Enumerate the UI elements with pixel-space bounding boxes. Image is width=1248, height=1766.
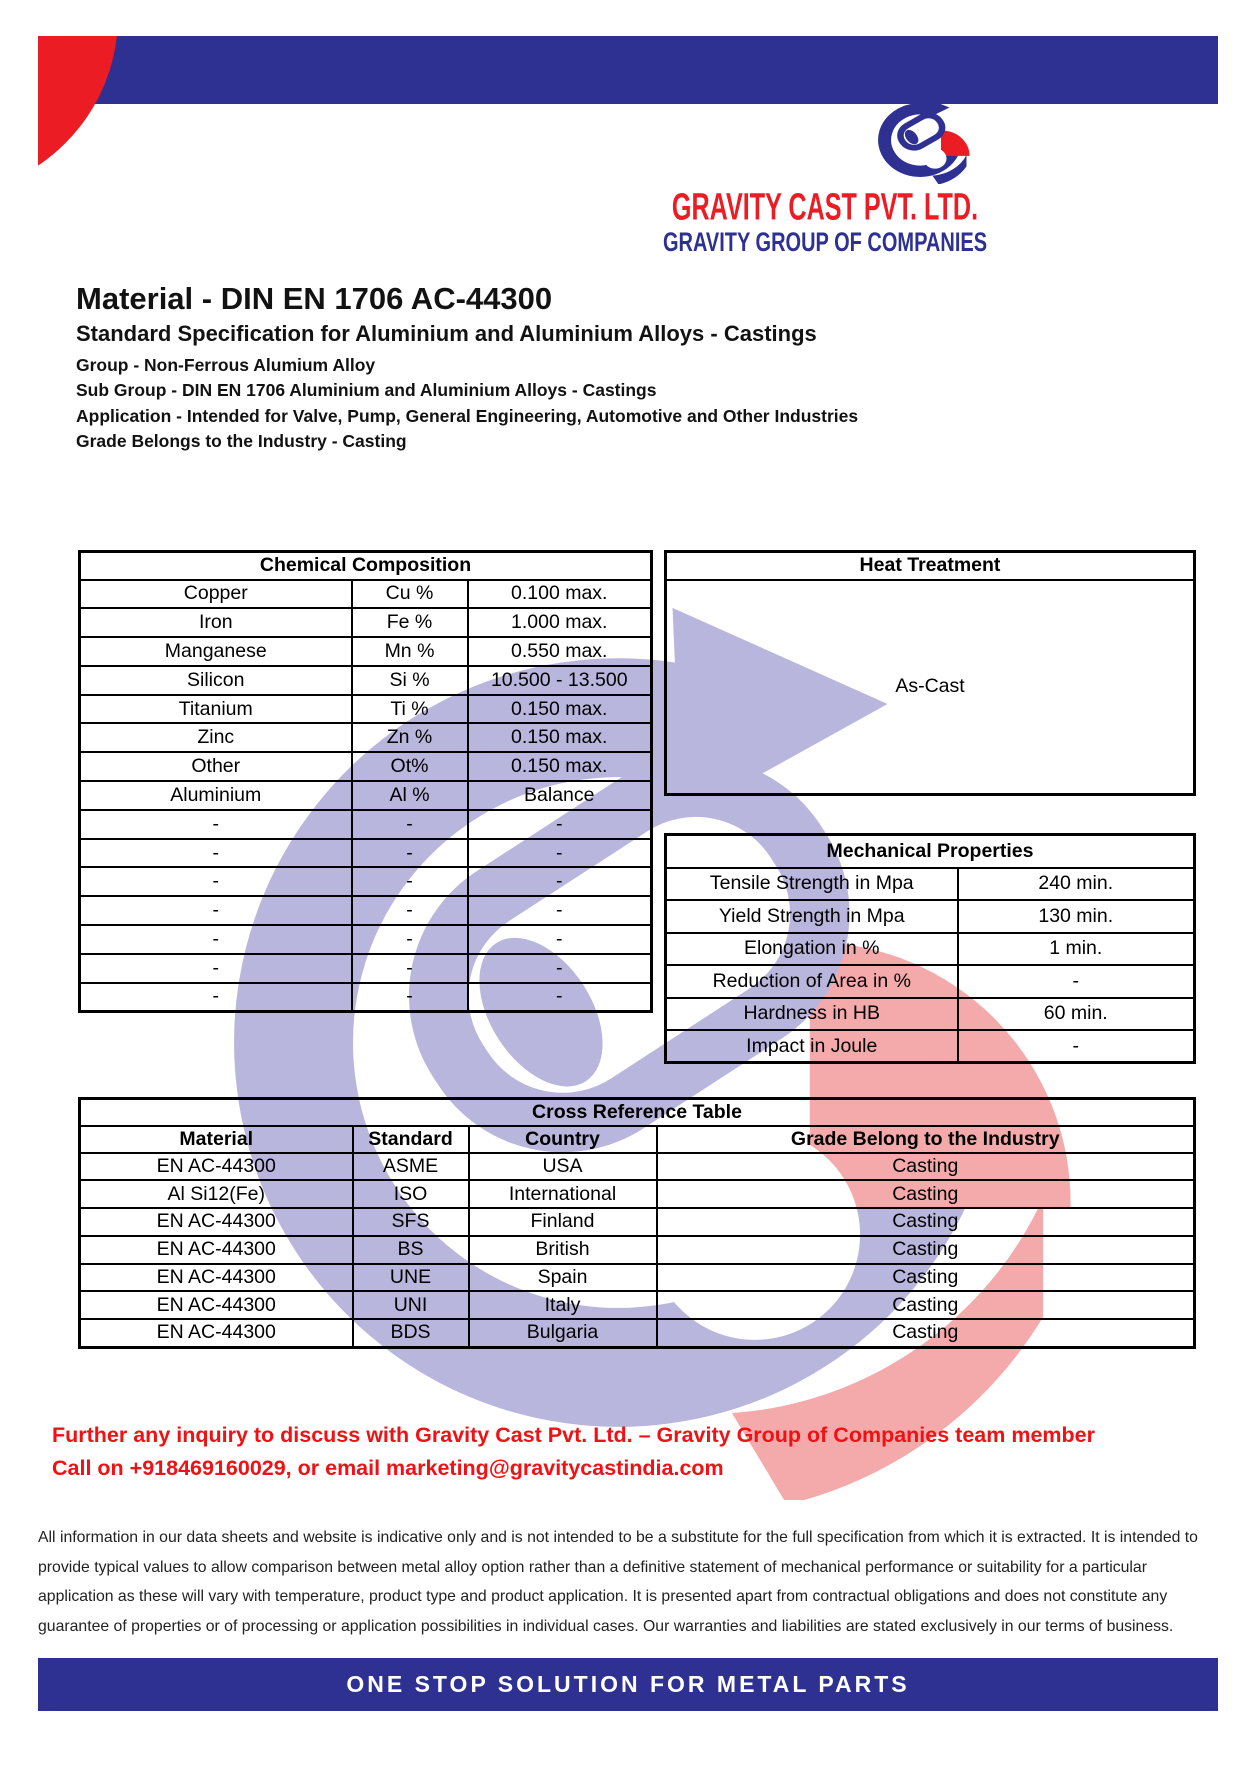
table-cell: Tensile Strength in Mpa	[666, 868, 958, 901]
table-row	[80, 608, 652, 637]
meta-application: Application - Intended for Valve, Pump, General Engineering, Automotive and Other Industries	[76, 405, 859, 426]
table-row	[80, 1264, 1195, 1292]
table-cell: Impact in Joule	[666, 1030, 958, 1063]
table-cell: -	[352, 867, 468, 896]
table-cell: 0.150 max.	[468, 695, 652, 724]
table-cell: Iron	[80, 608, 352, 637]
column-header-grade: Grade Belong to the Industry	[657, 1126, 1195, 1153]
table-row	[80, 983, 652, 1012]
meta-group: Group - Non-Ferrous Alumium Alloy	[76, 355, 376, 375]
cross-reference-title: Cross Reference Table	[80, 1099, 1195, 1126]
table-cell: 0.550 max.	[468, 637, 652, 666]
table-cell: -	[468, 983, 652, 1012]
column-header-standard: Standard	[353, 1126, 469, 1153]
table-cell: Casting	[657, 1319, 1195, 1347]
table-row	[80, 1180, 1195, 1208]
table-cell: Casting	[657, 1264, 1195, 1292]
column-header-country: Country	[469, 1126, 657, 1153]
table-cell: -	[80, 839, 352, 868]
header-blue-bar	[38, 36, 1218, 104]
table-row	[666, 868, 1195, 901]
table-cell: -	[468, 925, 652, 954]
table-cell: Manganese	[80, 637, 352, 666]
table-row	[80, 1153, 1195, 1181]
table-cell: -	[80, 867, 352, 896]
heat-treatment-title: Heat Treatment	[666, 552, 1195, 580]
table-cell: -	[80, 810, 352, 839]
table-cell: EN AC-44300	[80, 1319, 353, 1347]
table-cell: UNI	[353, 1291, 469, 1319]
table-cell: -	[352, 810, 468, 839]
table-row	[80, 637, 652, 666]
table-cell: Fe %	[352, 608, 468, 637]
table-cell: Casting	[657, 1180, 1195, 1208]
mechanical-properties-title: Mechanical Properties	[666, 835, 1195, 868]
company-group-name: GRAVITY GROUP OF COMPANIES	[662, 227, 988, 258]
company-logo-icon	[876, 96, 976, 184]
page-subtitle: Standard Specification for Aluminium and Aluminium Alloys - Castings	[76, 321, 817, 346]
table-row	[80, 1319, 1195, 1347]
table-cell: 1.000 max.	[468, 608, 652, 637]
table-cell: ISO	[353, 1180, 469, 1208]
table-row	[80, 954, 652, 983]
table-cell: Italy	[469, 1291, 657, 1319]
table-cell: -	[80, 954, 352, 983]
table-cell: -	[958, 965, 1195, 998]
cross-reference-table	[78, 1097, 1196, 1349]
table-cell: UNE	[353, 1264, 469, 1292]
table-cell: -	[80, 896, 352, 925]
company-name: GRAVITY CAST PVT. LTD.	[671, 186, 979, 229]
header-decoration	[38, 36, 1218, 404]
footer-banner: ONE STOP SOLUTION FOR METAL PARTS	[38, 1658, 1218, 1711]
table-cell: 0.100 max.	[468, 580, 652, 609]
table-cell: British	[469, 1236, 657, 1264]
table-cell: -	[468, 896, 652, 925]
table-cell: Zinc	[80, 723, 352, 752]
table-row	[80, 695, 652, 724]
table-cell: 10.500 - 13.500	[468, 666, 652, 695]
table-cell: -	[352, 925, 468, 954]
heat-treatment-table	[664, 550, 1196, 796]
meta-subgroup: Sub Group - DIN EN 1706 Aluminium and Aluminium Alloys - Castings	[76, 380, 657, 401]
table-cell: Si %	[352, 666, 468, 695]
table-cell: Copper	[80, 580, 352, 609]
mechanical-properties-table	[664, 833, 1196, 1064]
table-cell: Casting	[657, 1153, 1195, 1181]
table-cell: Spain	[469, 1264, 657, 1292]
table-cell: EN AC-44300	[80, 1236, 353, 1264]
table-cell: Mn %	[352, 637, 468, 666]
table-cell: ASME	[353, 1153, 469, 1181]
table-row	[80, 781, 652, 810]
table-row	[80, 1208, 1195, 1236]
table-cell: 130 min.	[958, 900, 1195, 933]
table-cell: International	[469, 1180, 657, 1208]
table-cell: -	[468, 954, 652, 983]
table-row	[80, 580, 652, 609]
table-row	[80, 723, 652, 752]
table-row	[666, 965, 1195, 998]
table-cell: -	[468, 810, 652, 839]
table-cell: Al Si12(Fe)	[80, 1180, 353, 1208]
table-cell: Ot%	[352, 752, 468, 781]
table-cell: SFS	[353, 1208, 469, 1236]
table-cell: 60 min.	[958, 998, 1195, 1031]
table-cell: Finland	[469, 1208, 657, 1236]
table-row	[666, 933, 1195, 966]
table-cell: Reduction of Area in %	[666, 965, 958, 998]
chemical-composition-title: Chemical Composition	[80, 552, 652, 580]
contact-inquiry-text: Further any inquiry to discuss with Gravity Cast Pvt. Ltd. – Gravity Group of Companies team member Call on +918469160029, or email marketing@gravitycastindia.com	[52, 1423, 1095, 1480]
table-cell: Zn %	[352, 723, 468, 752]
table-cell: 1 min.	[958, 933, 1195, 966]
table-row	[80, 925, 652, 954]
table-cell: Al %	[352, 781, 468, 810]
table-cell: Hardness in HB	[666, 998, 958, 1031]
table-cell: 240 min.	[958, 868, 1195, 901]
table-cell: Titanium	[80, 695, 352, 724]
table-cell: Casting	[657, 1291, 1195, 1319]
table-cell: Casting	[657, 1236, 1195, 1264]
table-cell: Aluminium	[80, 781, 352, 810]
meta-grade: Grade Belongs to the Industry - Casting	[76, 430, 407, 451]
table-cell: Ti %	[352, 695, 468, 724]
table-cell: -	[468, 839, 652, 868]
table-cell: 0.150 max.	[468, 752, 652, 781]
table-cell: Yield Strength in Mpa	[666, 900, 958, 933]
disclaimer-text: All information in our data sheets and website is indicative only and is not intended to be a substitute for the full specification from which it is extracted. It is intended to provide typical values to allow comparison between metal alloy option rather than a definitive statement of mechanical performance or suitability for a particular application as these will vary with temperature, product type and product application. It is presented apart from contractual obligations and does not constitute any guarantee of properties or of processing or application possibilities in individual cases. Our warranties and liabilities are stated exclusively in our terms of business.	[38, 1529, 1198, 1635]
table-cell: EN AC-44300	[80, 1264, 353, 1292]
table-row	[80, 666, 652, 695]
table-cell: 0.150 max.	[468, 723, 652, 752]
table-row	[666, 998, 1195, 1031]
table-cell: -	[352, 839, 468, 868]
table-cell: USA	[469, 1153, 657, 1181]
table-cell: -	[352, 983, 468, 1012]
heat-treatment-value: As-Cast	[666, 580, 1195, 795]
table-row	[80, 1236, 1195, 1264]
page-title: Material - DIN EN 1706 AC-44300	[76, 281, 553, 316]
table-row	[80, 867, 652, 896]
table-cell: EN AC-44300	[80, 1153, 353, 1181]
table-cell: -	[80, 983, 352, 1012]
table-cell: EN AC-44300	[80, 1208, 353, 1236]
table-row	[80, 839, 652, 868]
table-cell: BDS	[353, 1319, 469, 1347]
table-cell: BS	[353, 1236, 469, 1264]
table-cell: -	[80, 925, 352, 954]
table-row	[80, 896, 652, 925]
table-cell: Other	[80, 752, 352, 781]
table-row	[80, 752, 652, 781]
table-row	[666, 900, 1195, 933]
column-header-material: Material	[80, 1126, 353, 1153]
table-cell: Elongation in %	[666, 933, 958, 966]
table-row	[80, 810, 652, 839]
header-red-arc	[38, 36, 118, 196]
table-cell: Casting	[657, 1208, 1195, 1236]
table-row	[80, 1291, 1195, 1319]
material-meta-lines	[76, 353, 858, 454]
table-cell: -	[468, 867, 652, 896]
table-cell: -	[958, 1030, 1195, 1063]
table-cell: Bulgaria	[469, 1319, 657, 1347]
table-cell: -	[352, 954, 468, 983]
table-row	[666, 1030, 1195, 1063]
table-cell: EN AC-44300	[80, 1291, 353, 1319]
chemical-composition-table	[78, 550, 653, 1013]
table-cell: -	[352, 896, 468, 925]
table-cell: Balance	[468, 781, 652, 810]
table-cell: Silicon	[80, 666, 352, 695]
table-cell: Cu %	[352, 580, 468, 609]
